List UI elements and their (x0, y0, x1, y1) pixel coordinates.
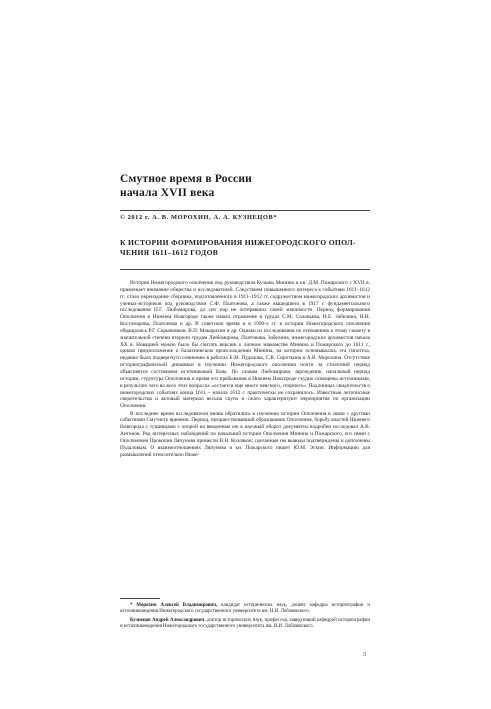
footnote-author-1 (120, 603, 370, 615)
page-number: 3 (363, 652, 366, 658)
footnote-author-2-name: Кузнецов Андрей Александрович, (130, 618, 206, 624)
divider-bottom (120, 269, 370, 270)
footnote-author-2 (120, 618, 370, 630)
article-title-line-1: К ИСТОРИИ ФОРМИРОВАНИЯ НИЖЕГОРОДСКОГО ОПОЛ- (120, 238, 356, 247)
footnotes (120, 603, 370, 633)
section-title (120, 172, 380, 200)
section-title-line-1: Смутное время в России (120, 173, 252, 185)
author-byline: © 2012 г. А. В. МОРОХИН, А. А. КУЗНЕЦОВ* (120, 214, 278, 221)
footnote-author-1-text: кандидат исторических наук, доцент кафедры историографии и источниковедения Нижегородского государственного университета им. Н.И. Лобачевского. (120, 603, 370, 615)
footnote-author-1-name: * Морохин Алексей Владимирович, (130, 603, 218, 608)
article-body (120, 280, 370, 458)
divider-top (120, 210, 370, 211)
section-title-line-2: начала XVII века (120, 187, 215, 199)
footnote-author-2-text: доктор исторических наук, профессор, заведующий кафедрой историографии и источниковедения Нижегородского государственного университета им. Н.И. Лобачевского. (120, 618, 370, 630)
article-title-line-2: ЧЕНИЯ 1611–1612 ГОДОВ (120, 248, 219, 257)
article-title (120, 238, 370, 258)
body-paragraph-2: В последнее время исследователи вновь обратились к изучению истории Ополчения в связи с другими событиями Смутного времени. Период, предшествовавший образованию Ополчения, борьбу властей Нижнего Новгорода с тушинцами с опорой на введенные ею в научный оборот документы подробно исследовал А.В. Антонов. Ряд интересных наблюдений по начальной истории Ополчения Минина и Пожарского, его связи с Ополчением Прокопия Ляпунова принесли В.Н. Козляков; сделанные им выводы подтверждены и дополнены Пудаловым. О взаимоотношениях Ляпунова и кн. Пожарского пишет Ю.М. Эскин. Информацию для размышлений относительно Ниже- (120, 410, 370, 458)
footnote-separator (120, 598, 160, 599)
body-paragraph-1: История Нижегородского ополчения под руководством Кузьмы Минина и кн. Д.М. Пожарского с XVII в. привлекает внимание общества и исследователей. Следствием повышенного интереса к событиям 1611–1612 гг. стало переиздание сборника, подготовленного в 1911–1912 гг. содружеством нижегородских архивистов и ученых-историков под руководством С.Ф. Платонова, а также вышедшего в 1917 г. фундаментального исследования П.Г. Любомирова, до сих пор не потерявших своей значимости. Период формирования Ополчения в Нижнем Новгороде также нашел отражение в трудах С.М. Соловьева, И.Е. Забелина, Н.И. Костомарова, Платонова и др. В советское время и в 1990-х гг. к истории Нижегородского ополчения обращались Р.Г. Скрынников, В.П. Макарихин и др. Однако их исследования по отношению к этому сюжету в значительной степени вторили трудам Любомирова, Платонова, Забелина, нижегородских архивистов начала XX в. Новацией можно было бы считать версию о личном знакомстве Минина и Пожарского до 1611 г., однако предположение о балахнинском происхождении Минина, на котором основывалась эта гипотеза, недавно было подвергнуто сомнению в работах Б.М. Пудалова, С.В. Сироткина и А.В. Морохина. Отсутствие историографической динамики в изучении Нижегородского ополчения почти за столетний период объясняется состоянием источниковой базы. По словам Любомирова, зарождение, начальный период истории, структура Ополчения и время его пребывания в Нижнем Новгороде скудно освещены источниками, в результате чего во всех этих вопросах «остается еще много неясного, спорного». Подлинных свидетельств о нижегородских событиях конца 1611 – начала 1612 г. практически не сохранилось. Известные летописные свидетельства и актовый материал весьма скупо и сжато характеризуют мероприятия по организации Ополчения. (120, 280, 370, 410)
